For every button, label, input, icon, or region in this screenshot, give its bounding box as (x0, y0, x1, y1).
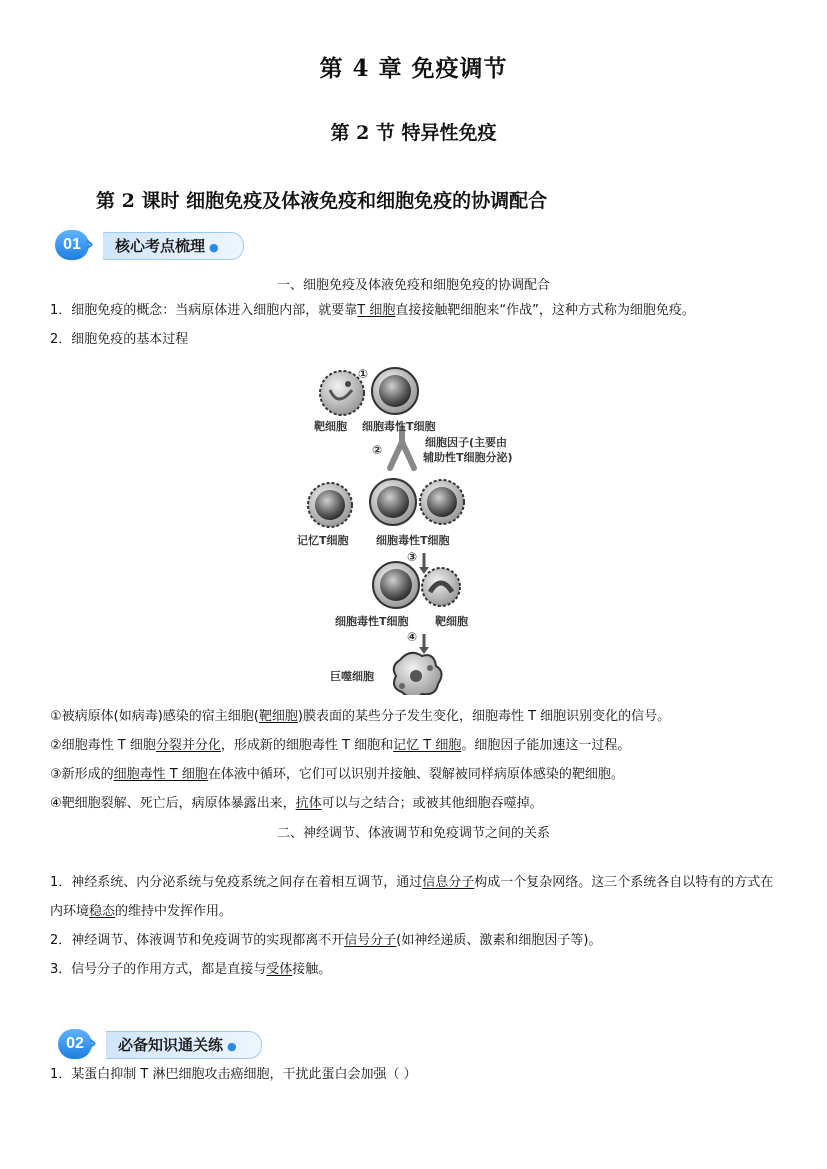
chapter-title: 第 4 章 免疫调节 (319, 55, 508, 82)
label-target-cell: 靶细胞 (314, 420, 347, 433)
ctl-cell-b (420, 480, 464, 524)
step3-text: ③新形成的细胞毒性 T 细胞在体液中循环，它们可以识别并接触、裂解被同样病原体感染的靶细胞。 (50, 767, 624, 782)
answer-blank: 信息分子 (422, 875, 475, 890)
banner-label: 核心考点梳理 ● (103, 232, 244, 260)
answer-blank: 抗体 (295, 796, 322, 811)
banner-number: 02 (58, 1029, 92, 1059)
banner-core-points (55, 230, 275, 260)
label-ctl: 细胞毒性T细胞 (335, 615, 409, 628)
relation-paragraph-3: 3．信号分子的作用方式，都是直接与受体接触。 (50, 962, 332, 977)
relation-paragraph-2: 2．神经调节、体液调节和免疫调节的实现都离不开信号分子(如神经递质、激素和细胞因子等)。 (50, 933, 602, 948)
chevron-right-icon: › (85, 232, 95, 257)
relation-paragraph-1: 1．神经系统、内分泌系统与免疫系统之间存在着相互调节，通过信息分子构成一个复杂网络。这三个系统各自以特有的方式在内环境稳态的维持中发挥作用。 (50, 875, 774, 919)
label-target-cell: 靶细胞 (435, 615, 468, 628)
part2-heading: 二、神经调节、体液调节和免疫调节之间的关系 (276, 826, 550, 841)
step-number: ① (358, 367, 369, 381)
chevron-right-icon: › (88, 1031, 98, 1056)
answer-blank: 靶细胞 (258, 709, 298, 724)
part1-heading: 一、细胞免疫及体液免疫和细胞免疫的协调配合 (276, 278, 550, 293)
step2-text: ②细胞毒性 T 细胞分裂并分化，形成新的细胞毒性 T 细胞和记忆 T 细胞。细胞因子能加速这一过程。 (50, 738, 631, 753)
memory-t-cell (308, 483, 352, 527)
label-cytokine: 细胞因子(主要由 (425, 436, 508, 449)
label-ctl: 细胞毒性T细胞 (362, 420, 436, 433)
dot-icon: ● (209, 241, 219, 254)
label-macrophage: 巨噬细胞 (330, 670, 374, 683)
ctl-cell-row1 (372, 368, 418, 414)
step-number: ③ (407, 550, 418, 564)
immune-process-figure (290, 360, 550, 695)
answer-blank: T 细胞 (357, 303, 396, 318)
answer-blank: 稳态 (89, 904, 116, 919)
target-cell-lysing (422, 568, 460, 606)
ctl-cell-a (370, 479, 416, 525)
step4-text: ④靶细胞裂解、死亡后，病原体暴露出来，抗体可以与之结合；或被其他细胞吞噬掉。 (50, 796, 543, 811)
step-number: ④ (407, 630, 418, 644)
section-title: 第 2 节 特异性免疫 (330, 122, 497, 144)
dot-icon: ● (227, 1040, 237, 1053)
step1-text: ①被病原体(如病毒)感染的宿主细胞(靶细胞)膜表面的某些分子发生变化，细胞毒性 T 细胞识别变化的信号。 (50, 709, 671, 724)
answer-blank: 记忆 T 细胞 (393, 738, 462, 753)
answer-blank: 信号分子 (344, 933, 397, 948)
branch-arrow (390, 428, 414, 468)
answer-blank: 细胞毒性 T 细胞 (113, 767, 208, 782)
concept-paragraph: 1．细胞免疫的概念：当病原体进入细胞内部，就要靠T 细胞直接接触靶细胞来“作战”，这种方式称为细胞免疫。 (50, 303, 695, 318)
banner-number: 01 (55, 230, 89, 260)
banner-practice (58, 1029, 288, 1059)
question-1: 1．某蛋白抑制 T 淋巴细胞攻击癌细胞，干扰此蛋白会加强（ ） (50, 1067, 417, 1082)
answer-blank: 受体 (266, 962, 293, 977)
step-number: ② (372, 443, 383, 457)
banner-label: 必备知识通关练 ● (106, 1031, 262, 1059)
label-memory-t-cell: 记忆T细胞 (297, 534, 349, 547)
process-heading: 2．细胞免疫的基本过程 (50, 332, 189, 347)
ctl-attacking (373, 562, 419, 608)
answer-blank: 分裂并分化 (155, 738, 221, 753)
lesson-title: 第 2 课时 细胞免疫及体液免疫和细胞免疫的协调配合 (96, 190, 548, 212)
macrophage-cell (394, 653, 442, 695)
label-ctl: 细胞毒性T细胞 (376, 534, 450, 547)
figure-svg (290, 360, 550, 695)
label-cytokine-source: 辅助性T细胞分泌) (423, 451, 513, 464)
